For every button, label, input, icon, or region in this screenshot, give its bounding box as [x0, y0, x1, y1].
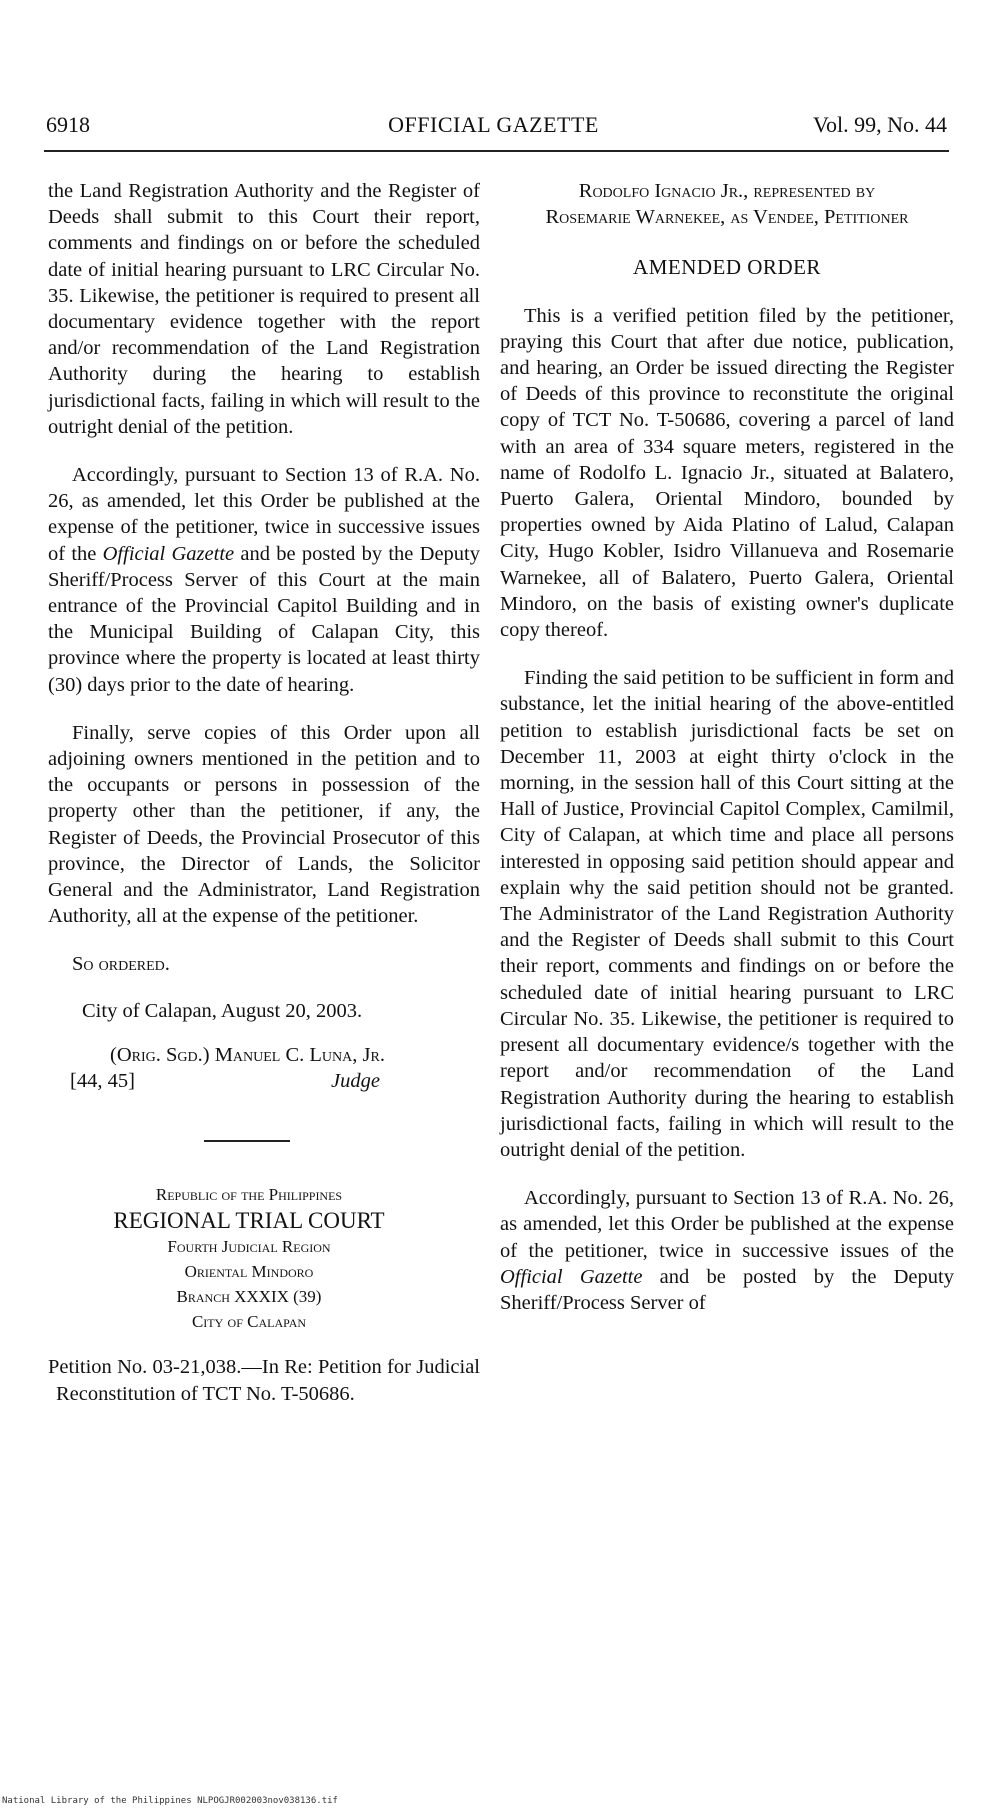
official-gazette-italic: Official Gazette — [102, 542, 235, 565]
court-header-city: City of Calapan — [191, 1312, 307, 1332]
section-divider — [204, 1140, 290, 1142]
right-paragraph-3-text-a: Accordingly, pursuant to Section 13 of R.A. No. 26, as amended, let this Order be published at the expense of the petitioner, twice in successive issues of the — [500, 1187, 954, 1262]
left-paragraph-2 — [48, 462, 480, 698]
signature-line-2 — [70, 1068, 380, 1094]
judge-signature: (Orig. Sgd.) Manuel C. Luna, Jr. — [110, 1043, 385, 1066]
party-block — [500, 178, 954, 230]
court-header-branch: Branch XXXIX (39) — [176, 1287, 322, 1307]
official-gazette-italic-right: Official Gazette — [500, 1265, 643, 1288]
right-paragraph-3 — [500, 1185, 954, 1316]
petition-caption: Petition No. 03-21,038.—In Re: Petition for Judicial Reconstitution of TCT No. T-50686. — [48, 1356, 480, 1405]
left-column — [48, 178, 480, 1407]
judge-title: Judge — [331, 1070, 380, 1093]
volume-number: Vol. 99, No. 44 — [812, 112, 947, 137]
archive-footer: National Library of the Philippines NLPOGJR002003nov038136.tif — [2, 1796, 338, 1806]
left-paragraph-1: the Land Registration Authority and the Register of Deeds shall submit to this Court their report, comments and findings on or before the scheduled date of initial hearing pursuant to LRC Circular No. 35. Likewise, the petitioner is required to present all documentary evidence together with the report and/or recommendation of the Land Registration Authority during the hearing to establish jurisdictional facts, failing in which will result to the outright denial of the petition. — [48, 180, 480, 438]
left-paragraph-3: Finally, serve copies of this Order upon all adjoining owners mentioned in the petition and to the occupants or persons in possession of the property other than the petitioner, if any, the Register of Deeds, the Provincial Prosecutor of this province, the Director of Lands, the Solicitor General and the Administrator, Land Registration Authority, all at the expense of the petitioner. — [48, 721, 480, 928]
dateline: City of Calapan, August 20, 2003. — [82, 999, 363, 1022]
court-header-republic: Republic of the Philippines — [155, 1185, 343, 1205]
left-paragraph-2-text-a: Accordingly, pursuant to Section 13 of R.A. No. 26, as amended, let this Order be published at the expense of the petitioner, twice in successive issues of the — [48, 464, 480, 565]
right-paragraph-2: Finding the said petition to be sufficient in form and substance, let the initial hearing of the above-entitled petition to establish jurisdictional facts be set on December 11, 2003 at eight thirty o'clock in the morning, in the session hall of this Court sitting at the Hall of Justice, Provincial Capitol Complex, Camilmil, City of Calapan, at which time and place all persons interested in opposing said petition should appear and explain why the said petition should not be granted. The Administrator of the Land Registration Authority and the Register of Deeds shall submit to this Court their report, comments and findings on or before the scheduled date of initial hearing pursuant to LRC Circular No. 35. Likewise, the petitioner is required to present all documentary evidence/s together with the report and/or recommendation of the Land Registration Authority during the hearing to establish jurisdictional facts, failing in which will result to the outright denial of the petition. — [500, 667, 954, 1161]
left-paragraph-2-text-b: and be posted by the Deputy Sheriff/Process Server of this Court at the main entrance of the Provincial Capitol Building and in the Municipal Building of Calapan City, this province where the property is located at least thirty (30) days prior to the date of hearing. — [48, 542, 480, 696]
court-header-court: REGIONAL TRIAL COURT — [113, 1208, 385, 1234]
publication-title: OFFICIAL GAZETTE — [388, 112, 599, 137]
page-number: 6918 — [46, 112, 90, 137]
right-paragraph-1: This is a verified petition filed by the petitioner, praying this Court that after due notice, publication, and hearing, an Order be issued directing the Register of Deeds of this province to reconstitute the original copy of TCT No. T-50686, covering a parcel of land with an area of 334 square meters, registered in the name of Rodolfo L. Ignacio Jr., situated at Balatero, Puerto Galera, Oriental Mindoro, bounded by properties owned by Aida Platino of Lalud, Calapan City, Hugo Kobler, Isidro Villanueva and Rosemarie Warnekee, all of Balatero, Puerto Galera, Oriental Mindoro, on the basis of existing owner's duplicate copy thereof. — [500, 304, 954, 642]
order-title: AMENDED ORDER — [633, 255, 821, 280]
right-paragraph-3-text-b: and be posted by the Deputy Sheriff/Process Server of — [500, 1265, 954, 1314]
party-line-1: Rodolfo Ignacio Jr., represented by — [578, 180, 876, 202]
issue-reference: [44, 45] — [70, 1070, 135, 1093]
court-header-region: Fourth Judicial Region — [167, 1237, 331, 1257]
so-ordered: So ordered. — [72, 953, 170, 976]
court-header-province: Oriental Mindoro — [184, 1262, 314, 1282]
court-header — [18, 1182, 480, 1334]
header-rule — [44, 150, 949, 152]
right-column — [500, 178, 954, 1338]
party-line-2: Rosemarie Warnekee, as Vendee, Petitioner — [545, 206, 909, 229]
